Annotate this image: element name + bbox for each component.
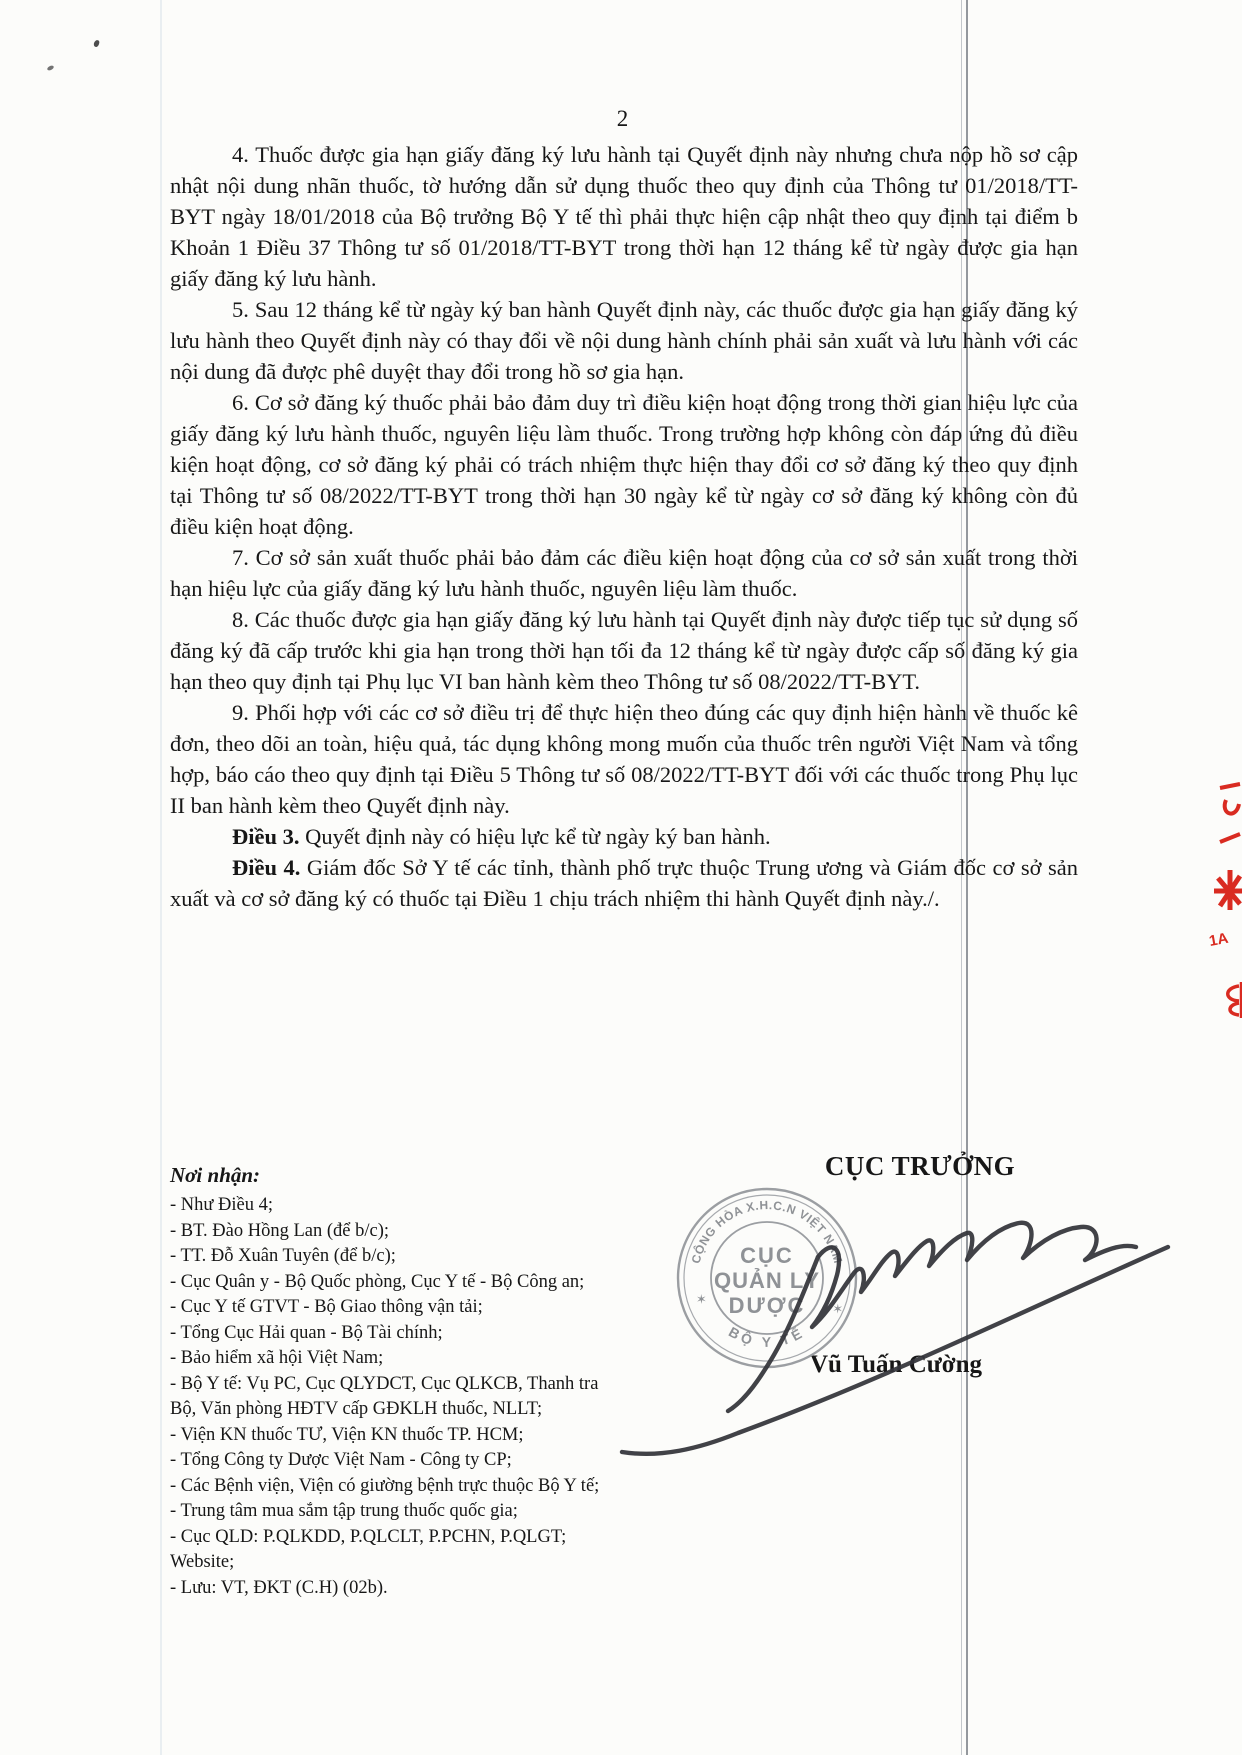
signature-ink — [580, 1195, 1242, 1475]
paragraph-text: 8. Các thuốc được gia hạn giấy đăng ký lưu hành tại Quyết định này được tiếp tục sử dụng số đăng ký đã cấp trước khi gia hạn trong thời hạn tối đa 12 tháng kể từ ngày được cấp số đăng ký gia hạn theo quy định tại Phụ lục VI ban hành kèm theo Thông tư số 08/2022/TT-BYT. — [170, 607, 1078, 694]
stamp-center-line-3: DƯỢC — [728, 1293, 806, 1318]
paragraph-text: 6. Cơ sở đăng ký thuốc phải bảo đảm duy trì điều kiện hoạt động trong thời gian hiệu lực của giấy đăng ký lưu hành thuốc, nguyên liệu làm thuốc. Trong trường hợp không còn đáp ứng đủ điều kiện hoạt động, cơ sở đăng ký phải có trách nhiệm thực hiện thay đổi cơ sở đăng ký theo quy định tại Thông tư số 08/2022/TT-BYT trong thời hạn 30 ngày kể từ ngày cơ sở đăng ký không còn đủ điều kiện hoạt động. — [170, 390, 1078, 539]
recipient-line: - Viện KN thuốc TƯ, Viện KN thuốc TP. HCM; — [170, 1424, 524, 1445]
signer-name: Vũ Tuấn Cường — [810, 1351, 982, 1378]
signer-title: CỤC TRƯỞNG — [824, 1151, 1016, 1181]
stamp-bottom-text: BỘ Y TẾ — [726, 1323, 808, 1351]
recipient-line: - Như Điều 4; — [170, 1195, 274, 1215]
recipient-line: Website; — [170, 1552, 235, 1572]
body-paragraph — [170, 542, 1078, 604]
paragraph-text: Giám đốc Sở Y tế các tỉnh, thành phố trực thuộc Trung ương và Giám đốc cơ sở sản xuất và cơ sở đăng ký có thuốc tại Điều 1 chịu trách nhiệm thi hành Quyết định này./. — [170, 855, 1078, 911]
scan-speck — [46, 65, 54, 72]
paragraph-text: 7. Cơ sở sản xuất thuốc phải bảo đảm các điều kiện hoạt động của cơ sở sản xuất trong thời hạn hiệu lực của giấy đăng ký lưu hành thuốc, nguyên liệu làm thuốc. — [170, 545, 1078, 601]
page-number: 2 — [616, 106, 629, 131]
recipient-line: Bộ, Văn phòng HĐTV cấp GĐKLH thuốc, NLLT; — [170, 1399, 543, 1419]
recipient-line: - BT. Đào Hồng Lan (để b/c); — [170, 1220, 390, 1241]
paragraph-lead: Điều 4. — [232, 855, 301, 880]
paragraph-text: 5. Sau 12 tháng kể từ ngày ký ban hành Quyết định này, các thuốc được gia hạn giấy đăng ký lưu hành theo Quyết định này có thay đổi về nội dung hành chính phải sản xuất và lưu hành với các nội dung đã được phê duyệt thay đổi trong hồ sơ gia hạn. — [170, 297, 1078, 384]
body-paragraph — [170, 821, 1078, 852]
recipients-heading: Nơi nhận: — [170, 1163, 261, 1187]
recipient-line: - Cục Quân y - Bộ Quốc phòng, Cục Y tế - Bộ Công an; — [170, 1271, 585, 1292]
recipient-line: - Cục QLD: P.QLKDD, P.QLCLT, P.PCHN, P.QLGT; — [170, 1526, 567, 1547]
body-paragraph — [170, 697, 1078, 821]
red-stamp-fragment — [1218, 980, 1242, 1020]
body-paragraph — [170, 139, 1078, 294]
paragraph-text: 4. Thuốc được gia hạn giấy đăng ký lưu hành tại Quyết định này nhưng chưa nộp hồ sơ cập nhật nội dung nhãn thuốc, tờ hướng dẫn sử dụng thuốc theo quy định của Thông tư 01/2018/TT-BYT ngày 18/01/2018 của Bộ trưởng Bộ Y tế thì phải thực hiện cập nhật theo quy định tại điểm b Khoản 1 Điều 37 Thông tư số 01/2018/TT-BYT trong thời hạn 12 tháng kể từ ngày được gia hạn giấy đăng ký lưu hành. — [170, 142, 1078, 291]
body-paragraph — [170, 387, 1078, 542]
red-stamp-fragment — [1218, 782, 1242, 846]
stamp-star-right: ✶ — [828, 1300, 847, 1318]
body-paragraph — [170, 294, 1078, 387]
paragraph-text: 9. Phối hợp với các cơ sở điều trị để thực hiện theo đúng các quy định hiện hành về thuốc kê đơn, theo dõi an toàn, hiệu quả, tác dụng không mong muốn của thuốc trên người Việt Nam và tổng hợp, báo cáo theo quy định tại Điều 5 Thông tư số 08/2022/TT-BYT đối với các thuốc trong Phụ lục II ban hành kèm theo Quyết định này. — [170, 700, 1078, 818]
stamp-center-line-1: CỤC — [740, 1243, 794, 1268]
recipient-line: - Tổng Cục Hải quan - Bộ Tài chính; — [170, 1322, 443, 1343]
scan-margin-line — [160, 0, 162, 1755]
body-paragraph — [170, 852, 1078, 914]
stamp-center-line-2: QUẢN LÝ — [714, 1268, 820, 1293]
body-text — [170, 139, 1078, 914]
recipient-line: - TT. Đỗ Xuân Tuyên (để b/c); — [170, 1246, 396, 1266]
body-paragraph — [170, 604, 1078, 697]
recipient-line: - Trung tâm mua sắm tập trung thuốc quốc gia; — [170, 1501, 518, 1521]
svg-text:1A: 1A — [1207, 929, 1230, 950]
recipient-line: - Các Bệnh viện, Viện có giường bệnh trực thuộc Bộ Y tế; — [170, 1475, 600, 1496]
stamp-star-left: ✶ — [692, 1290, 711, 1308]
paragraph-text: Quyết định này có hiệu lực kể từ ngày ký ban hành. — [299, 824, 771, 849]
recipient-line: - Lưu: VT, ĐKT (C.H) (02b). — [170, 1577, 388, 1598]
paragraph-lead: Điều 3. — [232, 824, 300, 849]
recipient-line: - Bảo hiểm xã hội Việt Nam; — [170, 1348, 384, 1368]
recipient-line: - Cục Y tế GTVT - Bộ Giao thông vận tải; — [170, 1297, 483, 1317]
recipient-line: - Bộ Y tế: Vụ PC, Cục QLYDCT, Cục QLKCB, Thanh tra — [170, 1373, 599, 1394]
scan-speck — [93, 39, 100, 47]
stamp-top-text: CỘNG HÒA X.H.C.N VIỆT NAM — [688, 1198, 846, 1266]
recipient-line: - Tổng Công ty Dược Việt Nam - Công ty CP; — [170, 1450, 512, 1470]
red-stamp-fragment — [1206, 858, 1242, 954]
